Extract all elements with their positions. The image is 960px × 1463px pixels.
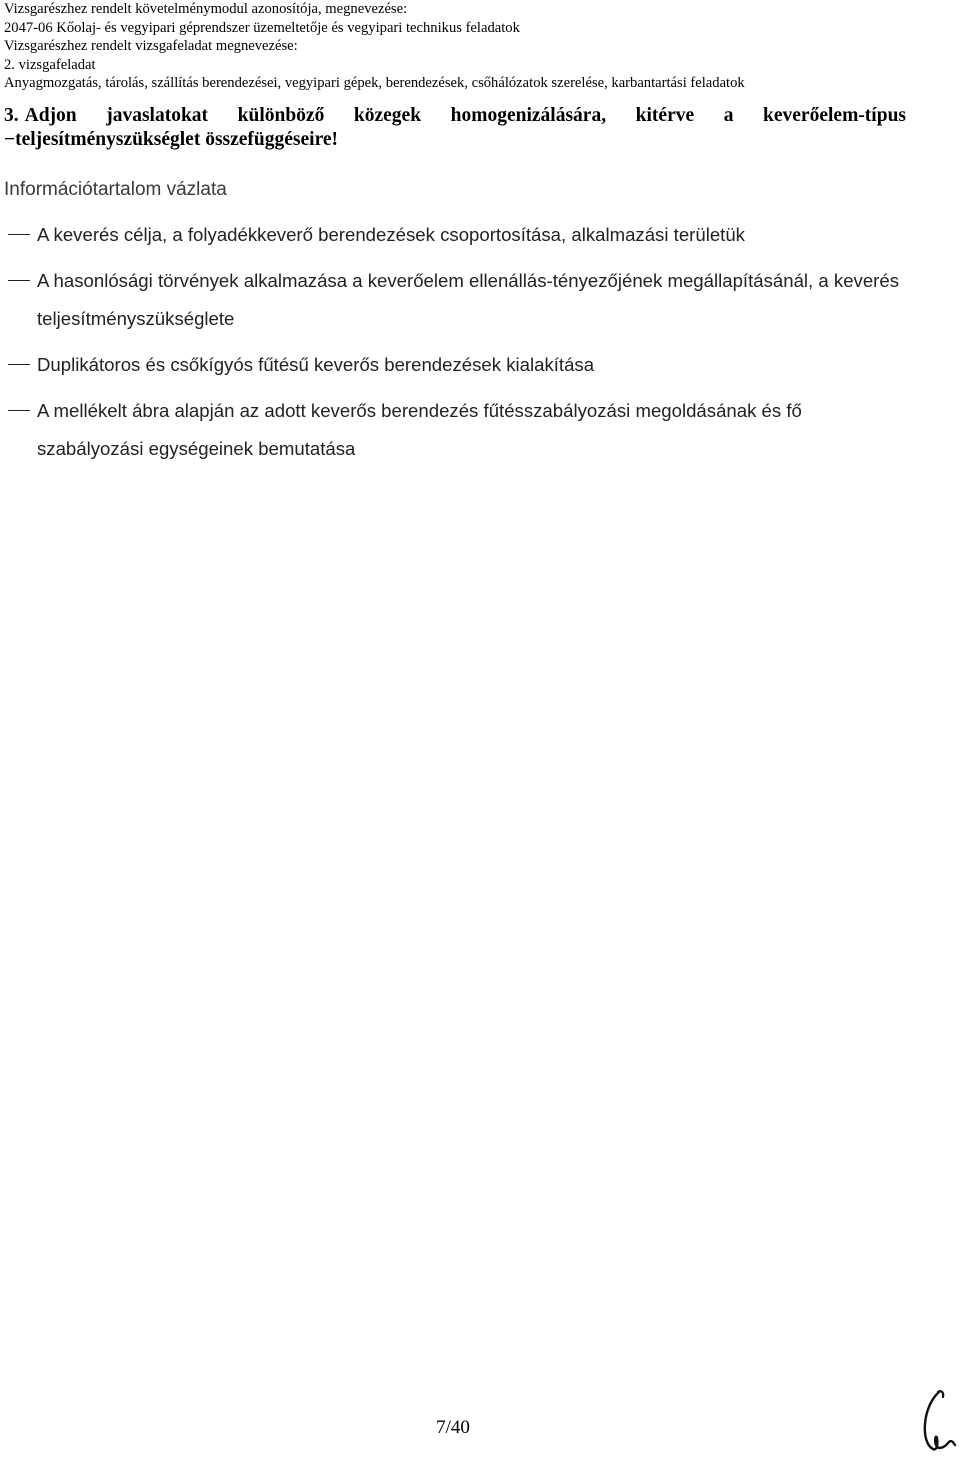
header-module-name: 2047-06 Kőolaj- és vegyipari géprendszer üzemeltetője és vegyipari technikus feladatok bbox=[4, 19, 520, 36]
header-exam-task-label: Vizsgarészhez rendelt vizsgafeladat megnevezése: bbox=[4, 38, 298, 55]
outline-item-text: A hasonlósági törvények alkalmazása a keverőelem ellenállás-tényezőjének megállapításánál, a keverés teljesítményszükséglete bbox=[37, 270, 900, 329]
document-header bbox=[4, 0, 954, 93]
header-exam-task-name: Anyagmozgatás, tárolás, szállítás berendezései, vegyipari gépek, berendezések, csőhálózatok szerelése, karbantartási feladatok bbox=[4, 75, 745, 92]
outline-item bbox=[0, 346, 900, 384]
header-module-label: Vizsgarészhez rendelt követelménymodul azonosítója, megnevezése: bbox=[4, 1, 408, 17]
dash-bullet-icon bbox=[8, 234, 30, 235]
outline-title: Információtartalom vázlata bbox=[4, 179, 227, 200]
task-heading bbox=[4, 104, 906, 152]
outline-item-text: A mellékelt ábra alapján az adott keverős berendezés fűtésszabályozási megoldásának és fő szabályozási egységeinek bemutatása bbox=[37, 400, 802, 459]
dash-bullet-icon bbox=[8, 280, 30, 281]
outline-item bbox=[0, 216, 900, 254]
dash-bullet-icon bbox=[8, 364, 30, 365]
dash-bullet-icon bbox=[8, 410, 30, 411]
outline-item bbox=[0, 392, 900, 468]
page-number: 7/40 bbox=[436, 1417, 470, 1438]
outline-list bbox=[0, 216, 900, 476]
outline-item-text: Duplikátoros és csőkígyós fűtésű keverős berendezések kialakítása bbox=[37, 354, 595, 375]
outline-item-text: A keverés célja, a folyadékkeverő berendezések csoportosítása, alkalmazási területük bbox=[37, 224, 745, 245]
task-text: Adjon javaslatokat különböző közegek homogenizálására, kitérve a keverőelem-típus −teljesítményszükséglet összefüggéseire! bbox=[4, 105, 906, 150]
task-number: 3. bbox=[4, 105, 19, 126]
header-exam-task-number: 2. vizsgafeladat bbox=[4, 56, 96, 73]
outline-item bbox=[0, 262, 900, 338]
handwritten-signature-icon bbox=[918, 1388, 958, 1454]
